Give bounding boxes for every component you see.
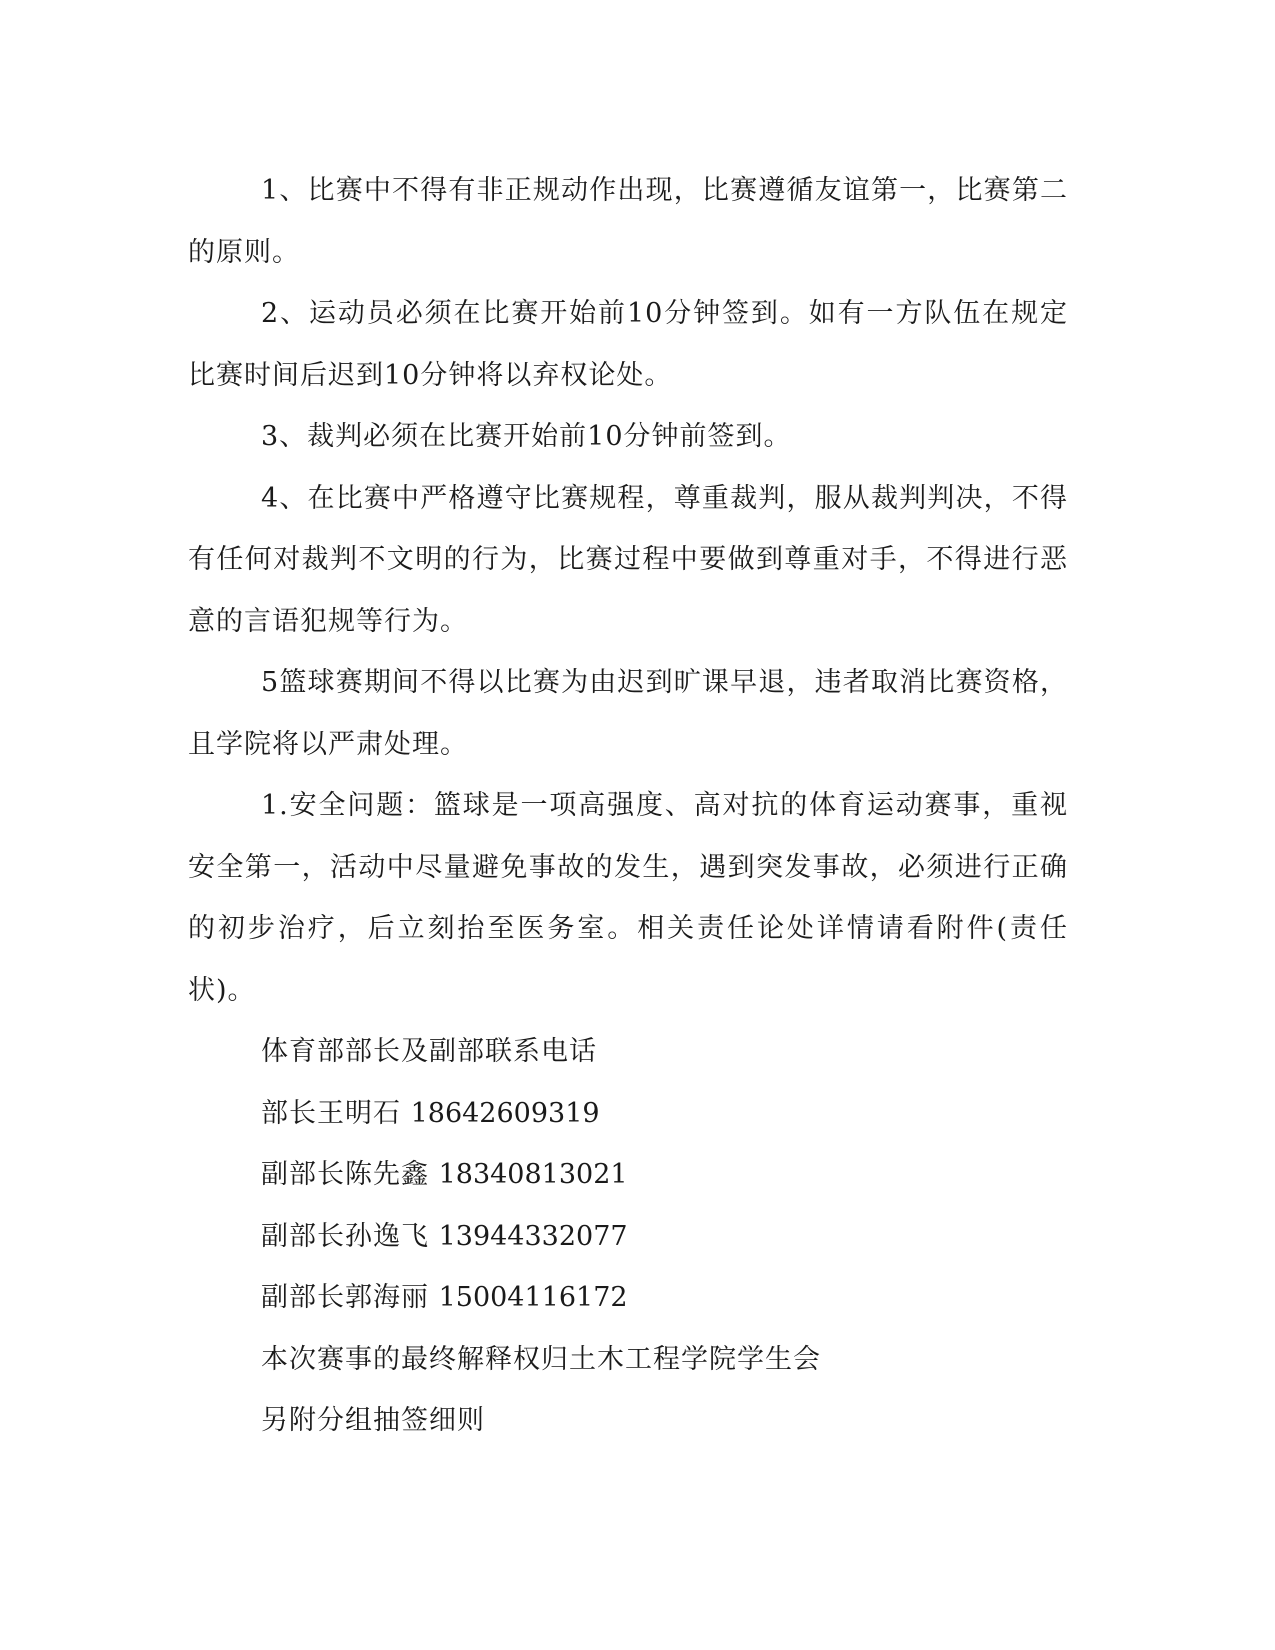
attachment-note-line: 另附分组抽签细则 xyxy=(261,1405,485,1436)
contacts-heading: 体育部部长及副部联系电话 xyxy=(261,1036,597,1067)
contact-line xyxy=(188,1267,1068,1329)
contact-title: 副部长 xyxy=(261,1282,345,1313)
contact-name: 陈先鑫 xyxy=(345,1159,429,1190)
safety-paragraph: 1.安全问题：篮球是一项高强度、高对抗的体育运动赛事，重视安全第一，活动中尽量避免事故的发生，遇到突发事故，必须进行正确的初步治疗，后立刻抬至医务室。相关责任论处详情请看附件(责任状)。 xyxy=(188,790,1068,1006)
contact-line xyxy=(188,1206,1068,1268)
contact-name: 孙逸飞 xyxy=(345,1220,429,1252)
rule-paragraph-5: 5篮球赛期间不得以比赛为由迟到旷课早退，违者取消比赛资格，且学院将以严肃处理。 xyxy=(188,667,1068,760)
contact-phone: 18642609319 xyxy=(410,1097,600,1129)
rule-paragraph-2: 2、运动员必须在比赛开始前10分钟签到。如有一方队伍在规定比赛时间后迟到10分钟将以弃权论处。 xyxy=(188,298,1068,391)
contact-line xyxy=(188,1144,1068,1206)
rule-paragraph-1: 1、比赛中不得有非正规动作出现，比赛遵循友谊第一，比赛第二的原则。 xyxy=(188,175,1068,268)
contact-line xyxy=(188,1083,1068,1145)
contact-phone: 18340813021 xyxy=(438,1159,628,1190)
contact-title: 副部长 xyxy=(261,1220,345,1252)
contact-name: 郭海丽 xyxy=(345,1282,429,1313)
contact-title: 部长 xyxy=(261,1097,317,1129)
contact-title: 副部长 xyxy=(261,1159,345,1190)
contact-phone: 13944332077 xyxy=(438,1220,628,1252)
document-body xyxy=(188,160,1068,1452)
contact-phone: 15004116172 xyxy=(438,1282,628,1313)
interpretation-rights-line: 本次赛事的最终解释权归土木工程学院学生会 xyxy=(261,1343,821,1375)
contact-name: 王明石 xyxy=(317,1097,401,1129)
rule-paragraph-4: 4、在比赛中严格遵守比赛规程，尊重裁判，服从裁判判决，不得有任何对裁判不文明的行为，比赛过程中要做到尊重对手，不得进行恶意的言语犯规等行为。 xyxy=(188,482,1068,637)
rule-paragraph-3: 3、裁判必须在比赛开始前10分钟前签到。 xyxy=(261,421,792,452)
